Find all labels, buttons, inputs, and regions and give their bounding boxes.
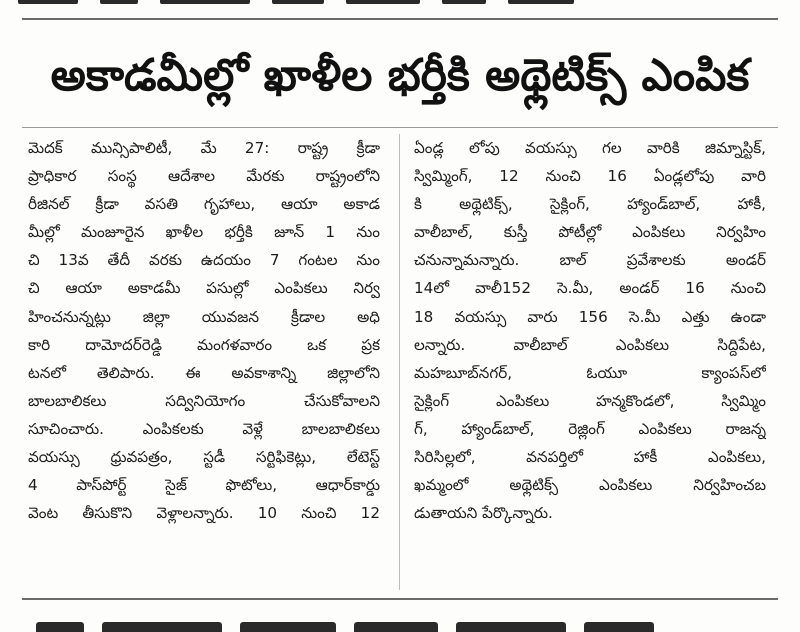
body-line: టనలో తెలిపారు. ఈ అవకాశాన్ని జిల్లాలోని [28, 363, 380, 382]
body-line: హించనున్నట్లు జిల్లా యువజన క్రీడాల అధి [28, 307, 380, 326]
body-line: ప్రాధికార సంస్థ ఆదేశాల మేరకు రాష్ట్రంలోని [28, 167, 380, 186]
body-line: కారి దామోదర్‌రెడ్డి మంగళవారం ఒక ప్రక [28, 335, 380, 354]
body-line: 14లో వాలీ152 సె.మీ, అండర్ 16 నుంచి [414, 279, 766, 298]
bottom-divider [22, 598, 778, 600]
body-line: మీల్లో మంజూరైన ఖాళీల భర్తీకి జూన్ 1 నుం [28, 223, 380, 242]
body-line: రీజినల్ క్రీడా వసతి గృహాలు, ఆయా అకాడ [28, 195, 380, 214]
body-line: సిరిసిల్లలో, వనపర్తిలో హాకీ ఎంపికలు, [414, 448, 766, 467]
body-line: మహబూబ్‌నగర్, ఓయూ క్యాంపస్‌లో [414, 363, 766, 382]
body-line: స్విమ్మింగ్, 12 నుంచి 16 ఏండ్లలోపు వారి [414, 167, 766, 186]
body-line: 18 వయస్సు వారు 156 సె.మీ ఎత్తు ఉండా [414, 307, 766, 326]
article-body-left-column [28, 134, 380, 527]
body-line: 4 పాస్‌పోర్ట్ సైజ్ ఫొటోలు, ఆధార్‌కార్డు [28, 476, 380, 495]
body-line: చనున్నామన్నారు. బాల్ ప్రవేశాలకు అండర్ [414, 251, 766, 270]
next-article-cut-headline [36, 616, 676, 632]
body-line: చి 13వ తేదీ వరకు ఉదయం 7 గంటల నుం [28, 251, 380, 270]
body-line: బాలబాలికలు సద్వినియోగం చేసుకోవాలని [28, 391, 380, 410]
body-line: కి అథ్లెటిక్స్, సైక్లింగ్, హ్యాండ్‌బాల్, హాకీ, [414, 195, 766, 214]
body-line: లన్నారు. వాలీబాల్ ఎంపికలు సిద్దిపేట, [414, 335, 766, 354]
column-divider [399, 134, 400, 590]
body-line: వాలీబాల్, కుస్తీ పోటీల్లో ఎంపికలు నిర్వహిం [414, 223, 766, 242]
top-divider [22, 18, 778, 20]
body-line: సూచించారు. ఎంపికలకు వెళ్లే బాలబాలికలు [28, 419, 380, 438]
headline-divider [22, 127, 778, 128]
previous-article-cut-text [18, 0, 578, 8]
body-line: సైక్లింగ్ ఎంపికలు హన్మకొండలో, స్విమ్మిం [414, 391, 766, 410]
body-line: గ్, హ్యాండ్‌బాల్, రెజ్లింగ్ ఎంపికలు రాజన్న [414, 419, 766, 438]
article-headline: అకాడమీల్లో ఖాళీల భర్తీకి అథ్లెటిక్స్ ఎంపిక [50, 50, 750, 101]
body-line: డుతాయని పేర్కొన్నారు. [414, 504, 553, 523]
body-line: చి ఆయా అకాడమీ పసుల్లో ఎంపికలు నిర్వ [28, 279, 380, 298]
article-body-right-column [414, 134, 766, 527]
body-line: ఏండ్ల లోపు వయస్సు గల వారికి జిమ్నాస్టిక్, [414, 139, 766, 157]
body-line: ఖమ్మంలో అథ్లెటిక్స్ ఎంపికలు నిర్వహించబ [414, 476, 766, 495]
body-line: మెదక్ మున్సిపాలిటీ, మే 27: రాష్ట్ర క్రీడా [28, 139, 380, 157]
body-line: వయస్సు ధ్రువపత్రం, స్టడీ సర్టిఫికెట్లు, లేటెస్ట్ [28, 448, 380, 467]
body-line: వెంట తీసుకొని వెళ్లాలన్నారు. 10 నుంచి 12 [28, 504, 380, 523]
